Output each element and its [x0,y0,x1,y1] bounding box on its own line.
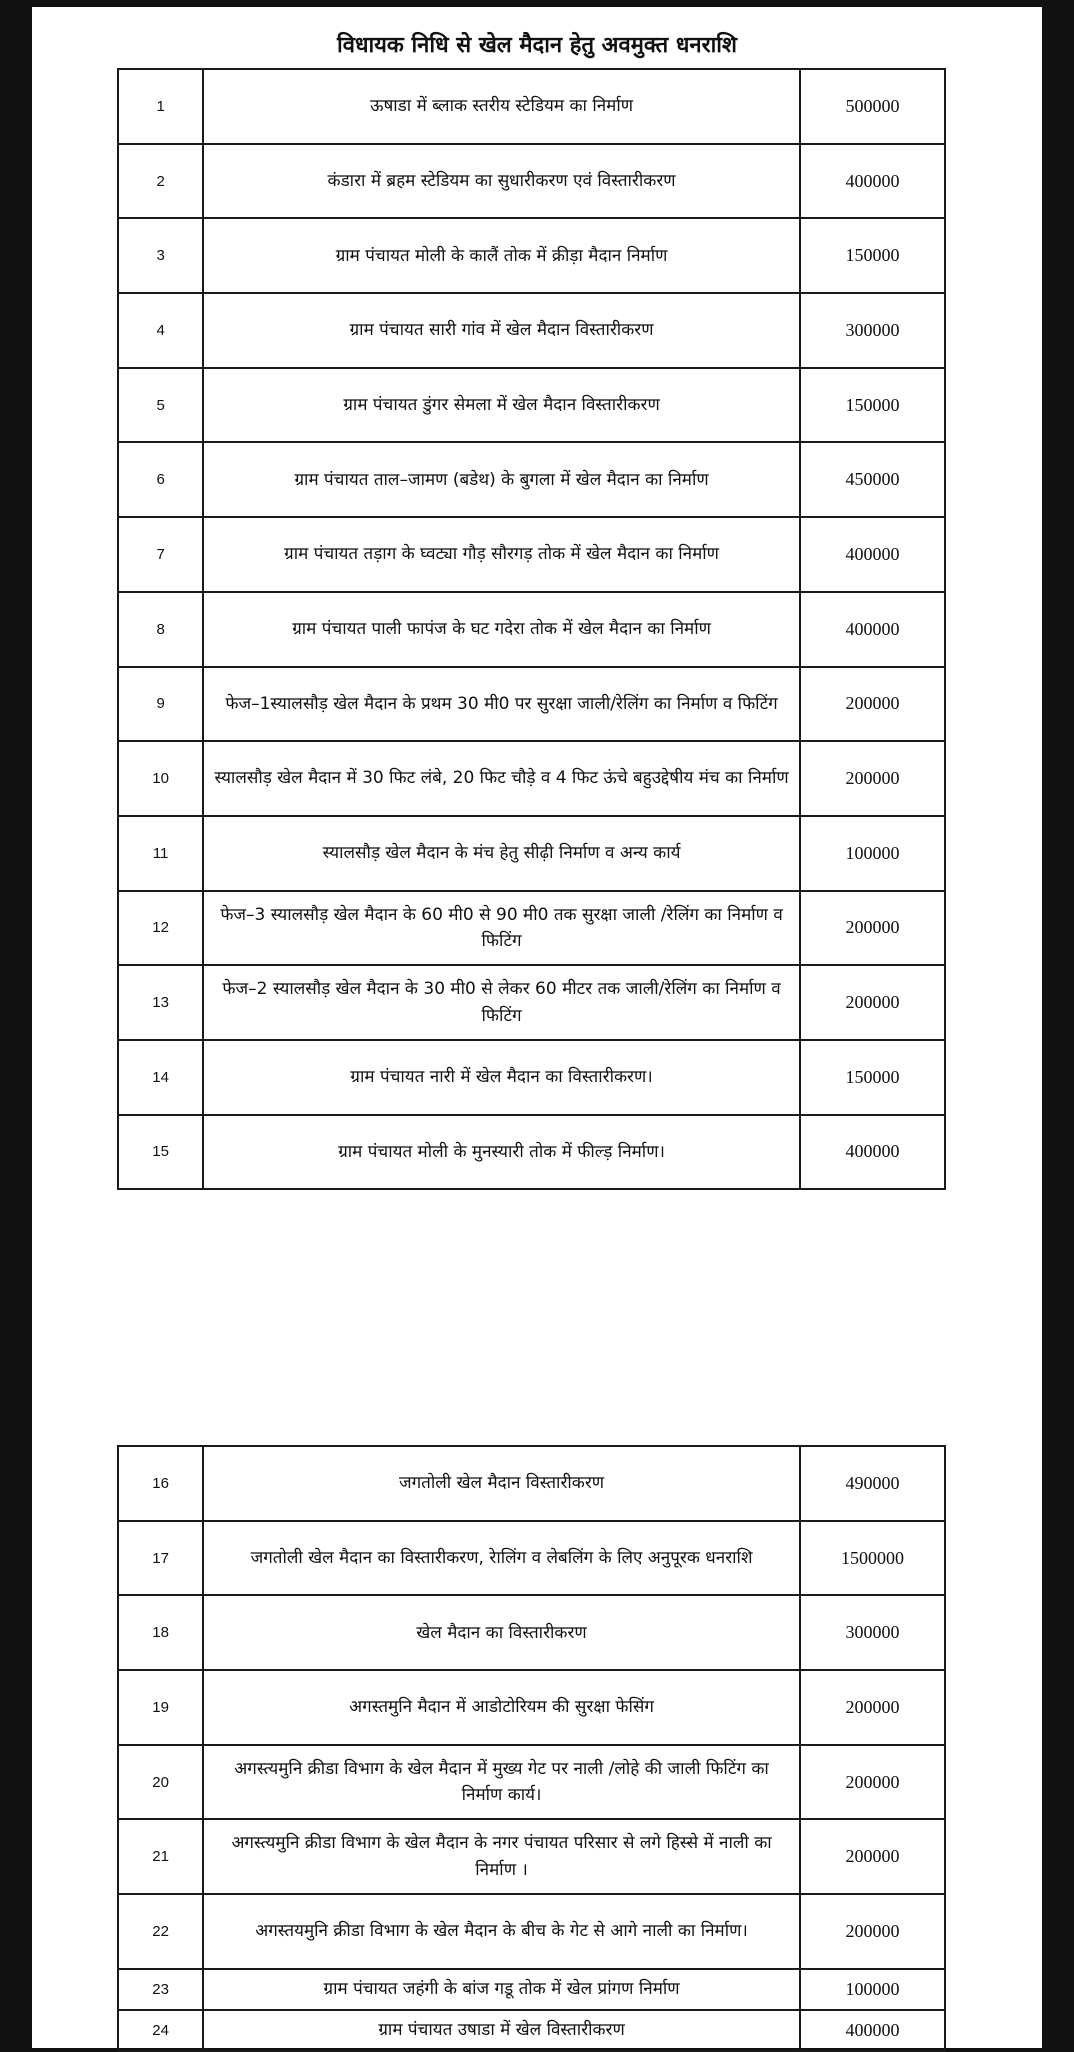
row-number: 15 [118,1115,203,1190]
row-number: 20 [118,1745,203,1820]
work-description: फेज–3 स्यालसौड़ खेल मैदान के 60 मी0 से 90 मी0 तक सुरक्षा जाली /रेलिंग का निर्माण व फिटिंग [203,891,800,966]
table-row [118,741,945,816]
work-description: ग्राम पंचायत डुंगर सेमला में खेल मैदान विस्तारीकरण [203,368,800,443]
work-description: ग्राम पंचायत पाली फापंज के घट गदेरा तोक में खेल मैदान का निर्माण [203,592,800,667]
work-description: जगतोली खेल मैदान विस्तारीकरण [203,1446,800,1521]
page-title: विधायक निधि से खेल मैदान हेतु अवमुक्त धनराशि [337,33,737,58]
table-row [118,69,945,144]
row-number: 24 [118,2010,203,2051]
amount: 200000 [800,1670,945,1745]
table-row [118,368,945,443]
row-number: 10 [118,741,203,816]
amount: 150000 [800,368,945,443]
table-row [118,293,945,368]
row-number: 18 [118,1595,203,1670]
work-description: अगस्त्यमुनि क्रीडा विभाग के खेल मैदान में मुख्य गेट पर नाली /लोहे की जाली फिटिंग का निर्माण कार्य। [203,1745,800,1820]
table-row [118,1446,945,1521]
row-number: 7 [118,517,203,592]
row-number: 19 [118,1670,203,1745]
amount: 200000 [800,1894,945,1969]
table-row [118,144,945,219]
row-number: 14 [118,1040,203,1115]
table-row [118,442,945,517]
amount: 400000 [800,144,945,219]
table-row [118,1819,945,1894]
work-description: अगस्तमुनि मैदान में आडोटोरियम की सुरक्षा फेसिंग [203,1670,800,1745]
table-row [118,1521,945,1596]
work-description: अगस्तयमुनि क्रीडा विभाग के खेल मैदान के बीच के गेट से आगे नाली का निर्माण। [203,1894,800,1969]
amount: 200000 [800,741,945,816]
table-row [118,517,945,592]
amount: 500000 [800,69,945,144]
amount: 400000 [800,2010,945,2051]
row-number: 1 [118,69,203,144]
work-description: स्यालसौड़ खेल मैदान में 30 फिट लंबे, 20 फिट चौड़े व 4 फिट ऊंचे बहुउद्देषीय मंच का निर्माण [203,741,800,816]
amount: 400000 [800,1115,945,1190]
amount: 300000 [800,293,945,368]
row-number: 12 [118,891,203,966]
row-number: 2 [118,144,203,219]
document-page [32,7,1042,2048]
amount: 200000 [800,1745,945,1820]
fund-table-2 [117,1445,946,2052]
amount: 450000 [800,442,945,517]
table-row [118,667,945,742]
fund-table-1 [117,68,946,1190]
row-number: 22 [118,1894,203,1969]
work-description: फेज–2 स्यालसौड़ खेल मैदान के 30 मी0 से लेकर 60 मीटर तक जाली/रेलिंग का निर्माण व फिटिंग [203,965,800,1040]
row-number: 9 [118,667,203,742]
row-number: 8 [118,592,203,667]
amount: 200000 [800,965,945,1040]
work-description: कंडारा में ब्रहम स्टेडियम का सुधारीकरण एवं विस्तारीकरण [203,144,800,219]
amount: 490000 [800,1446,945,1521]
work-description: ग्राम पंचायत ताल–जामण (बडेथ) के बुगला में खेल मैदान का निर्माण [203,442,800,517]
amount: 1500000 [800,1521,945,1596]
work-description: ग्राम पंचायत सारी गांव में खेल मैदान विस्तारीकरण [203,293,800,368]
table-row [118,2010,945,2051]
work-description: ग्राम पंचायत नारी में खेल मैदान का विस्तारीकरण। [203,1040,800,1115]
row-number: 23 [118,1969,203,2010]
table-row [118,1040,945,1115]
table-row [118,1115,945,1190]
table-row [118,1595,945,1670]
table-row [118,1745,945,1820]
work-description: ग्राम पंचायत मोली के मुनस्यारी तोक में फील्ड़ निर्माण। [203,1115,800,1190]
table-row [118,1894,945,1969]
amount: 400000 [800,592,945,667]
row-number: 3 [118,218,203,293]
amount: 100000 [800,816,945,891]
work-description: खेल मैदान का विस्तारीकरण [203,1595,800,1670]
row-number: 5 [118,368,203,443]
amount: 100000 [800,1969,945,2010]
amount: 200000 [800,891,945,966]
table-row [118,1670,945,1745]
amount: 200000 [800,667,945,742]
table-row [118,816,945,891]
row-number: 4 [118,293,203,368]
work-description: ग्राम पंचायत मोली के कालैं तोक में क्रीड़ा मैदान निर्माण [203,218,800,293]
amount: 150000 [800,1040,945,1115]
work-description: ग्राम पंचायत जहंगी के बांज गडू तोक में खेल प्रांगण निर्माण [203,1969,800,2010]
work-description: ग्राम पंचायत तड़ाग के घ्वट्या गौड़ सौरगड़ तोक में खेल मैदान का निर्माण [203,517,800,592]
work-description: फेज–1स्यालसौड़ खेल मैदान के प्रथम 30 मी0 पर सुरक्षा जाली/रेलिंग का निर्माण व फिटिंग [203,667,800,742]
table-row [118,1969,945,2010]
row-number: 21 [118,1819,203,1894]
row-number: 16 [118,1446,203,1521]
table-row [118,218,945,293]
work-description: ऊषाडा में ब्लाक स्तरीय स्टेडियम का निर्माण [203,69,800,144]
work-description: जगतोली खेल मैदान का विस्तारीकरण, रेालिंग व लेबलिंग के लिए अनुपूरक धनराशि [203,1521,800,1596]
row-number: 17 [118,1521,203,1596]
row-number: 11 [118,816,203,891]
work-description: स्यालसौड़ खेल मैदान के मंच हेतु सीढ़ी निर्माण व अन्य कार्य [203,816,800,891]
table-row [118,965,945,1040]
table-row [118,891,945,966]
row-number: 6 [118,442,203,517]
row-number: 13 [118,965,203,1040]
work-description: अगस्त्यमुनि क्रीडा विभाग के खेल मैदान के नगर पंचायत परिसार से लगे हिस्से में नाली का निर्माण । [203,1819,800,1894]
amount: 300000 [800,1595,945,1670]
amount: 150000 [800,218,945,293]
table-row [118,592,945,667]
amount: 400000 [800,517,945,592]
amount: 200000 [800,1819,945,1894]
work-description: ग्राम पंचायत उषाडा में खेल विस्तारीकरण [203,2010,800,2051]
